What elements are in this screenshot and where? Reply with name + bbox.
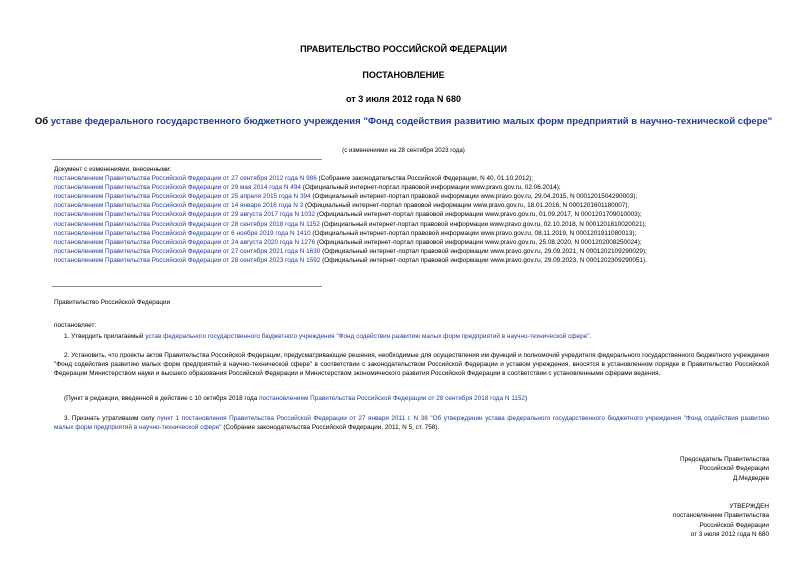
charter-link[interactable]: устав федерального государственного бюджетного учреждения "Фонд содействия развитию малых форм предприятий в научно-технической сфере": [145, 333, 590, 340]
list-item: постановлением Правительства Российской Федерации от 28 сентября 2023 года N 1592 (Официальный интернет-портал правовой информации www.pravo.gov.ru, 29.09.2023, N 0001202309290051).: [54, 256, 647, 264]
change-link[interactable]: постановлением Правительства Российской Федерации от 25 апреля 2015 года N 394: [54, 193, 311, 201]
document-title: [0, 116, 807, 128]
amendment-link[interactable]: постановлением Правительства Российской Федерации от 28 сентября 2018 года N 1152: [259, 395, 525, 402]
title-prefix: Об: [34, 116, 51, 127]
change-link[interactable]: постановлением Правительства Российской Федерации от 27 сентября 2012 года N 986: [54, 175, 317, 183]
list-item: постановлением Правительства Российской Федерации от 29 мая 2014 года N 494 (Официальный интернет-портал правовой информации www.pravo.gov.ru, 02.06.2014);: [54, 184, 561, 192]
change-link[interactable]: постановлением Правительства Российской Федерации от 6 ноября 2019 года N 1410: [54, 229, 311, 237]
paragraph-1: 1. Утвердить прилагаемый устав федерального государственного бюджетного учреждения "Фонд содействия развитию малых форм предприятий в научно-технической сфере".: [64, 333, 592, 340]
list-item: постановлением Правительства Российской Федерации от 27 сентября 2021 года N 1630 (Официальный интернет-портал правовой информации www.pravo.gov.ru, 29.09.2021, N 0001202109290029);: [54, 247, 647, 255]
paragraph-3: 3. Признать утратившим силу пункт 1 постановления Правительства Российской Федерации от 27 января 2011 г. N 38 "Об утверждении устава федерального государственного бюджетного учреждения "Фонд содействия развитию малых форм предприятий в научно-технической сфере" (Собрание законодательства Российской Федерации, 2011, N 5, ст. 758).: [54, 415, 769, 432]
top-divider: [52, 159, 322, 160]
bottom-divider: [52, 286, 322, 287]
change-link[interactable]: постановлением Правительства Российской Федерации от 29 мая 2014 года N 494: [54, 184, 301, 192]
list-item: постановлением Правительства Российской Федерации от 27 сентября 2012 года N 986 (Собрание законодательства Российской Федерации, N 40, 01.10.2012);: [54, 175, 534, 183]
list-item: постановлением Правительства Российской Федерации от 14 января 2016 года N 3 (Официальный интернет-портал правовой информации www.pravo.gov.ru, 18.01.2016, N 0001201601180007);: [54, 202, 630, 210]
doc-date-heading: от 3 июля 2012 года N 680: [346, 94, 461, 104]
doc-type-heading: ПОСТАНОВЛЕНИЕ: [362, 70, 445, 80]
paragraph-2: 2. Установить, что проекты актов Правительства Российской Федерации, предусматривающие решения, необходимые для осуществления им функций и полномочий учредителя федерального государственного бюджетного учреждения "Фонд содействия развитию малых форм предприятий в научно-технической сфере" в соответствии с законодательством Российской Федерации и уставом учреждения, вносятся в установленном порядке в Правительство Российской Федерации Министерством науки и высшего образования Российской Федерации и Министерством экономического развития Российской Федерации в соответствии с установленными сферами ведения.: [54, 352, 769, 378]
change-link[interactable]: постановлением Правительства Российской Федерации от 28 сентября 2023 года N 1592: [54, 256, 321, 264]
title-link[interactable]: уставе федерального государственного бюджетного учреждения "Фонд содействия развитию малых форм предприятий в научно-технической сфере": [50, 116, 773, 127]
change-link[interactable]: постановлением Правительства Российской Федерации от 27 сентября 2021 года N 1630: [54, 247, 321, 255]
signature-block: Председатель Правительства Российской Федерации Д.Медведев: [680, 456, 769, 482]
changes-intro: Документ с изменениями, внесенными:: [54, 166, 172, 173]
org-heading: ПРАВИТЕЛЬСТВО РОССИЙСКОЙ ФЕДЕРАЦИИ: [300, 44, 507, 54]
list-item: постановлением Правительства Российской Федерации от 28 сентября 2018 года N 1152 (Официальный интернет-портал правовой информации www.pravo.gov.ru, 02.10.2018, N 0001201810020021);: [54, 220, 647, 228]
change-link[interactable]: постановлением Правительства Российской Федерации от 28 сентября 2018 года N 1152: [54, 220, 320, 228]
approval-block: УТВЕРЖДЕН постановлением Правительства Российской Федерации от 3 июля 2012 года N 680: [673, 503, 769, 539]
list-item: постановлением Правительства Российской Федерации от 24 августа 2020 года N 1276 (Официальный интернет-портал правовой информации www.pravo.gov.ru, 25.08.2020, N 0001202008250024);: [54, 238, 642, 246]
repeal-link[interactable]: пункт 1 постановления Правительства Российской Федерации от 27 января 2011 г. N 38 "Об утверждении устава федерального государственного бюджетного учреждения "Фонд содействия развитию малых форм предприятий в научно-технической сфере": [54, 415, 769, 432]
changes-list: [54, 165, 647, 265]
list-item: постановлением Правительства Российской Федерации от 25 апреля 2015 года N 394 (Официальный интернет-портал правовой информации www.pravo.gov.ru, 29.04.2015, N 0001201504290003);: [54, 193, 638, 201]
change-link[interactable]: постановлением Правительства Российской Федерации от 29 августа 2017 года N 1032: [54, 211, 316, 219]
government-line: Правительство Российской Федерации: [54, 299, 171, 306]
revision-note: (с изменениями на 28 сентября 2023 года): [342, 147, 465, 154]
paragraph-2-note: (Пункт в редакции, введенной в действие с 10 октября 2018 года постановлением Правительства Российской Федерации от 28 сентября 2018 года N 1152): [64, 395, 528, 402]
resolves-line: постановляет:: [54, 322, 97, 329]
list-item: постановлением Правительства Российской Федерации от 29 августа 2017 года N 1032 (Официальный интернет-портал правовой информации www.pravo.gov.ru, 01.09.2017, N 0001201709010003);: [54, 211, 642, 219]
change-link[interactable]: постановлением Правительства Российской Федерации от 14 января 2016 года N 3: [54, 202, 304, 210]
list-item: постановлением Правительства Российской Федерации от 6 ноября 2019 года N 1410 (Официальный интернет-портал правовой информации www.pravo.gov.ru, 08.11.2019, N 0001201911080013);: [54, 229, 637, 237]
change-link[interactable]: постановлением Правительства Российской Федерации от 24 августа 2020 года N 1276: [54, 238, 316, 246]
